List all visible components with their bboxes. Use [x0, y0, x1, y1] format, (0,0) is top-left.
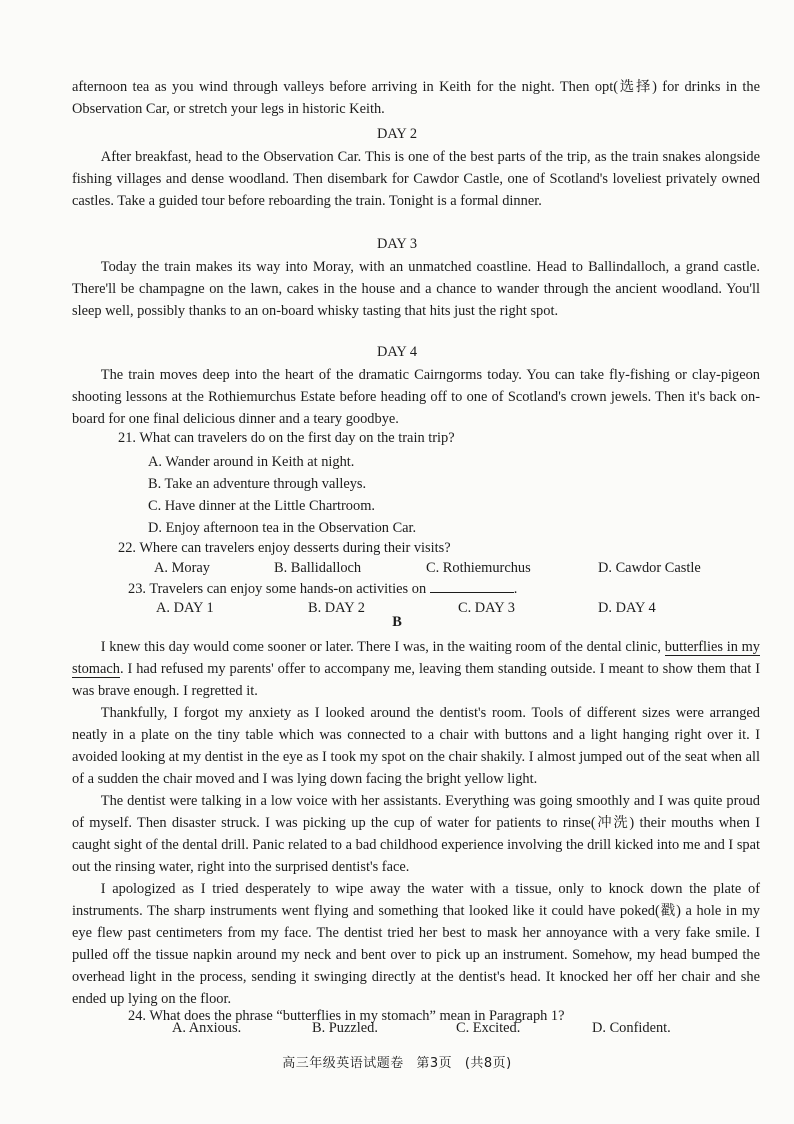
- day-2-text: After breakfast, head to the Observation Car. This is one of the best parts of the trip, as the train snakes alongside fishing villages and dense woodland. Then disembark for Cawdor Castle, one of Scotland's loveliest privately owned castles. Take a guided tour before reboarding the train. Tonight is a formal dinner.: [72, 149, 760, 209]
- question-21-option-a: A. Wander around in Keith at night.: [148, 454, 355, 470]
- question-24-option-b: B. Puzzled.: [312, 1020, 378, 1036]
- question-23-option-a: A. DAY 1: [156, 600, 214, 616]
- passage-b-paragraph-4: I apologized as I tried desperately to wipe away the water with a tissue, only to knock down the plate of instruments. The sharp instruments went flying and something that looked like it could have poked(戳) a hole in my eye flew past centimeters from my face. The dentist tried her best to mask her annoyance with a very fake smile. I pulled off the tissue napkin around my neck and bent over to pick up an instrument. Somehow, my head bumped the overhead light in the process, sending it swinging directly at the dentist's head. It knocked her off her chair and she ended up lying on the floor.: [72, 881, 760, 1007]
- question-22-option-c: C. Rothiemurchus: [426, 560, 531, 576]
- footer-page-number: 第3页: [416, 1056, 453, 1071]
- passage-b-paragraph-3: The dentist were talking in a low voice with her assistants. Everything was going smoothly and I was quite proud of myself. Then disaster struck. I was picking up the cup of water for patients to rinse(冲洗) their mouths when I caught sight of the dental drill. Panic related to a bad childhood experience involving the drill kicked into me and I spat out the rinsing water, right into the surprised dentist's face.: [72, 793, 760, 875]
- question-21-option-b: B. Take an adventure through valleys.: [148, 476, 367, 492]
- passage-b-paragraph-2: Thankfully, I forgot my anxiety as I looked around the dentist's room. Tools of different sizes were arranged neatly in a plate on the tiny table which was connected to a chair with buttons and a light hanging right over it. I avoided looking at my dentist in the eye as I took my spot on the chair shakily. I almost jumped out of the seat when all of a sudden the chair moved and I was lying down facing the bright yellow light.: [72, 705, 760, 787]
- passage-a-intro-tail: afternoon tea as you wind through valleys before arriving in Keith for the night. Then opt(选择) for drinks in the Observation Car, or stretch your legs in historic Keith.: [72, 79, 760, 117]
- day-4-text: The train moves deep into the heart of the dramatic Cairngorms today. You can take fly-fishing or clay-pigeon shooting lessons at the Rothiemurchus Estate before heading off to one of Scotland's crown jewels. Then it's back on-board for one final delicious dinner and a teary goodbye.: [72, 367, 760, 427]
- footer-title: 高三年级英语试题卷: [282, 1056, 404, 1071]
- section-b-heading: B: [392, 614, 402, 630]
- question-23-stem-end: .: [513, 581, 518, 597]
- question-24-option-c: C. Excited.: [456, 1020, 521, 1036]
- question-22-stem: 22. Where can travelers enjoy desserts during their visits?: [118, 540, 451, 556]
- footer-total-pages: (共8页): [464, 1056, 512, 1071]
- question-24-options: [172, 1018, 782, 1038]
- question-23-option-b: B. DAY 2: [308, 600, 365, 616]
- question-23-option-c: C. DAY 3: [458, 600, 515, 616]
- paragraph-1-text-end: . I had refused my parents' offer to accompany me, leaving them standing outside. I meant to show them that I was brave enough. I regretted it.: [72, 661, 760, 699]
- question-21-option-c: C. Have dinner at the Little Chartroom.: [148, 498, 375, 514]
- question-22-option-b: B. Ballidalloch: [274, 560, 362, 576]
- question-23-option-d: D. DAY 4: [598, 600, 656, 616]
- day-2-heading: DAY 2: [376, 126, 418, 142]
- day-3-heading: DAY 3: [376, 236, 418, 252]
- question-23-stem-text: 23. Travelers can enjoy some hands-on activities on: [128, 581, 427, 597]
- page-footer: [0, 1052, 794, 1071]
- question-22-options: [148, 558, 758, 578]
- underlined-phrase: butterflies in my stomach: [72, 639, 760, 677]
- question-24-stem: 24. What does the phrase “butterflies in my stomach” mean in Paragraph 1?: [128, 1008, 565, 1024]
- question-22-option-d: D. Cawdor Castle: [598, 560, 701, 576]
- question-24-option-a: A. Anxious.: [172, 1020, 242, 1036]
- question-22-option-a: A. Moray: [154, 560, 210, 576]
- passage-b-paragraph-1: [72, 636, 760, 702]
- question-24-option-d: D. Confident.: [592, 1020, 671, 1036]
- question-21-option-d: D. Enjoy afternoon tea in the Observation Car.: [148, 520, 417, 536]
- question-23-stem: [128, 578, 768, 599]
- day-3-text: Today the train makes its way into Moray, with an unmatched coastline. Head to Ballindalloch, a grand castle. There'll be champagne on the lawn, cakes in the house and a chance to wander through the ancient woodland. You'll sleep well, possibly thanks to an on-board whisky tasting that hits just the right spot.: [72, 259, 760, 319]
- day-4-heading: DAY 4: [376, 344, 418, 360]
- question-21-stem: 21. What can travelers do on the first day on the train trip?: [118, 430, 455, 446]
- answer-blank: [430, 578, 514, 593]
- paragraph-1-text-start: I knew this day would come sooner or later. There I was, in the waiting room of the dental clinic,: [100, 639, 661, 655]
